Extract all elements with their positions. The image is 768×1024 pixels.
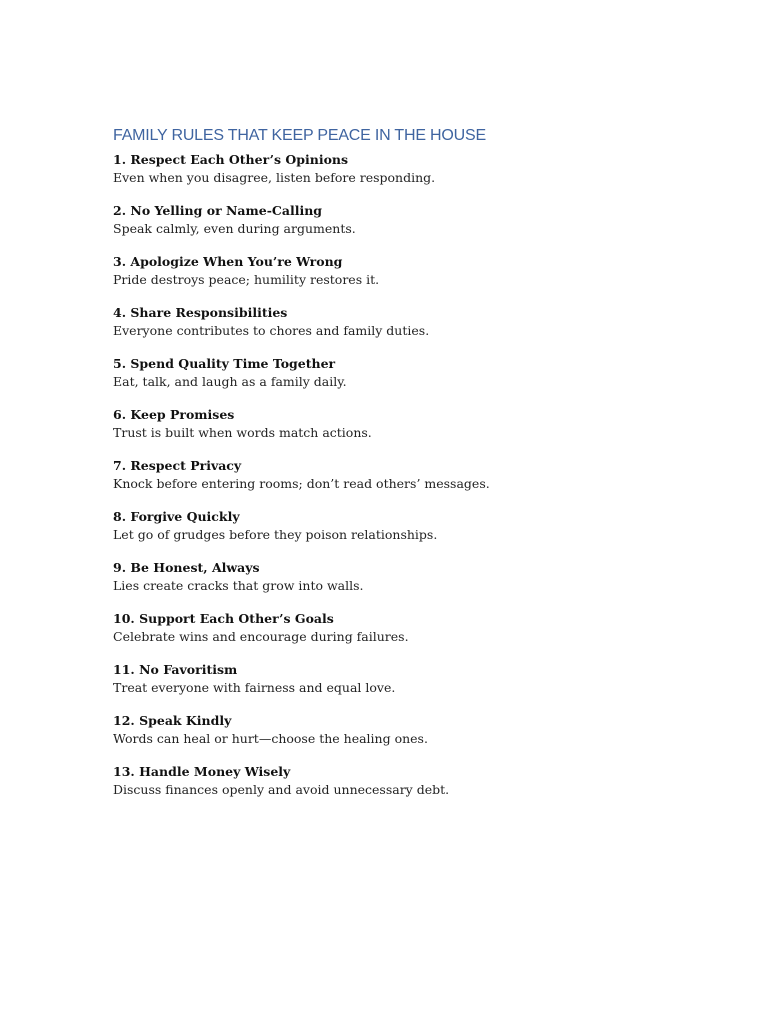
- rule-item: [113, 253, 713, 289]
- rule-title: 2. No Yelling or Name-Calling: [113, 203, 323, 218]
- rule-item: [113, 763, 713, 799]
- rule-item: [113, 151, 713, 187]
- rule-title: 5. Spend Quality Time Together: [113, 356, 336, 371]
- rule-description: Treat everyone with fairness and equal love.: [113, 680, 396, 695]
- rule-title: 8. Forgive Quickly: [113, 509, 240, 524]
- rule-description: Knock before entering rooms; don’t read others’ messages.: [113, 476, 490, 491]
- rule-description: Discuss finances openly and avoid unnecessary debt.: [113, 782, 450, 797]
- rule-item: [113, 202, 713, 238]
- rule-title: 10. Support Each Other’s Goals: [113, 611, 334, 626]
- document-title: FAMILY RULES THAT KEEP PEACE IN THE HOUSE: [113, 127, 486, 144]
- rule-item: [113, 304, 713, 340]
- document-page: [113, 125, 713, 814]
- rule-item: [113, 559, 713, 595]
- rule-description: Speak calmly, even during arguments.: [113, 221, 356, 236]
- rule-title: 12. Speak Kindly: [113, 713, 232, 728]
- rule-item: [113, 508, 713, 544]
- rule-title: 3. Apologize When You’re Wrong: [113, 254, 343, 269]
- rule-item: [113, 661, 713, 697]
- rule-title: 4. Share Responsibilities: [113, 305, 288, 320]
- rule-title: 9. Be Honest, Always: [113, 560, 260, 575]
- rule-description: Pride destroys peace; humility restores it.: [113, 272, 380, 287]
- rule-description: Eat, talk, and laugh as a family daily.: [113, 374, 347, 389]
- rule-description: Celebrate wins and encourage during failures.: [113, 629, 409, 644]
- rule-item: [113, 355, 713, 391]
- rule-title: 7. Respect Privacy: [113, 458, 242, 473]
- rule-description: Trust is built when words match actions.: [113, 425, 372, 440]
- rule-item: [113, 712, 713, 748]
- rule-description: Everyone contributes to chores and family duties.: [113, 323, 430, 338]
- rule-item: [113, 457, 713, 493]
- rule-title: 1. Respect Each Other’s Opinions: [113, 152, 349, 167]
- rule-title: 11. No Favoritism: [113, 662, 238, 677]
- rule-title: 13. Handle Money Wisely: [113, 764, 291, 779]
- rule-title: 6. Keep Promises: [113, 407, 235, 422]
- rule-description: Lies create cracks that grow into walls.: [113, 578, 364, 593]
- rule-description: Even when you disagree, listen before responding.: [113, 170, 436, 185]
- rule-item: [113, 610, 713, 646]
- rule-description: Words can heal or hurt—choose the healing ones.: [113, 731, 428, 746]
- rule-item: [113, 406, 713, 442]
- rule-description: Let go of grudges before they poison relationships.: [113, 527, 438, 542]
